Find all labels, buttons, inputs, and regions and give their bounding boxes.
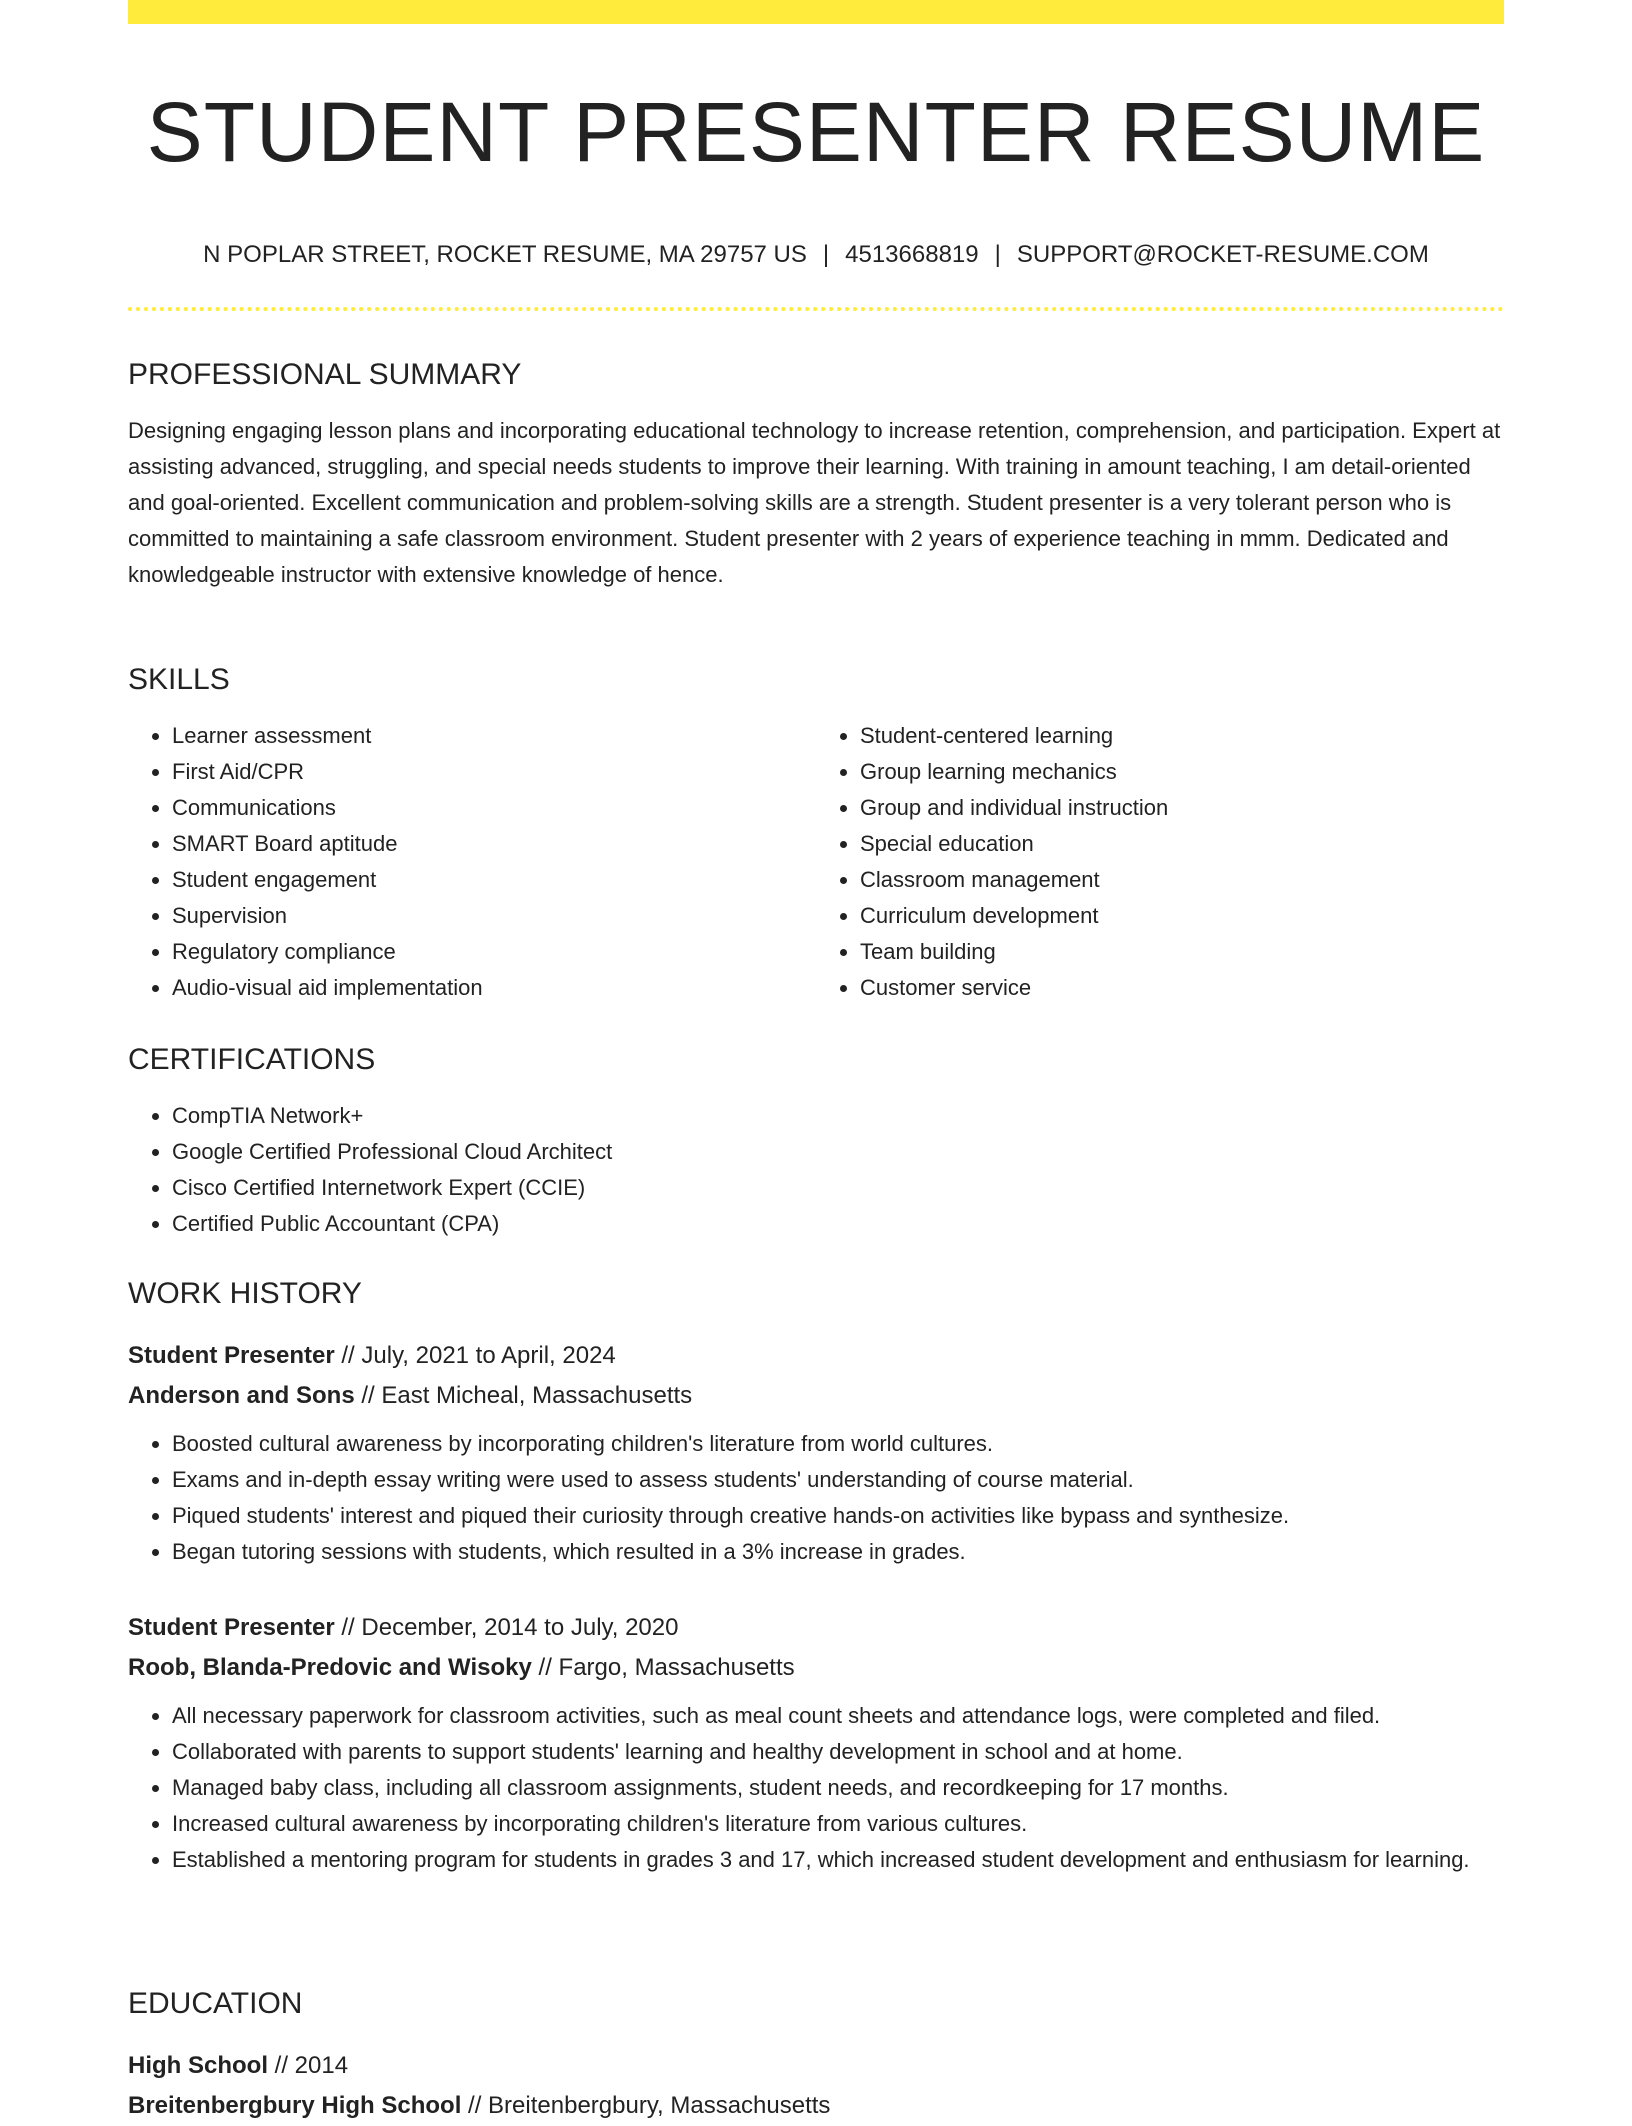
skills-list-left: [128, 718, 816, 1006]
education-degree: High School: [128, 2052, 268, 2079]
certification-item: • Cisco Certified Internetwork Expert (CCIE): [172, 1170, 1504, 1206]
job-dates: // December, 2014 to July, 2020: [334, 1614, 679, 1641]
job-bullets: [128, 1698, 1504, 1878]
summary-section: [128, 355, 1504, 593]
skill-item: • Customer service: [860, 970, 1504, 1006]
skill-item: • Communications: [172, 790, 816, 826]
education-school: Breitenbergbury High School: [128, 2092, 462, 2119]
certifications-section: [128, 1040, 1504, 1242]
summary-heading: PROFESSIONAL SUMMARY: [128, 358, 522, 391]
certifications-list: [128, 1098, 1504, 1242]
job-location: // East Micheal, Massachusetts: [354, 1382, 693, 1409]
job-bullet: • Boosted cultural awareness by incorporating children's literature from world cultures.: [172, 1426, 1504, 1462]
education-heading: EDUCATION: [128, 1987, 303, 2020]
job-company: Roob, Blanda-Predovic and Wisoky: [128, 1654, 532, 1681]
skills-section: [128, 660, 1504, 1006]
contact-separator: |: [994, 241, 1001, 268]
resume-title: STUDENT PRESENTER RESUME: [146, 85, 1486, 179]
skill-item: • Learner assessment: [172, 718, 816, 754]
job-entry: [128, 1608, 1504, 1878]
job-title-line: [128, 1608, 1504, 1648]
job-company-line: [128, 1648, 1504, 1688]
certification-item: • Certified Public Accountant (CPA): [172, 1206, 1504, 1242]
education-location: // Breitenbergbury, Massachusetts: [461, 2092, 831, 2119]
skill-item: • Group learning mechanics: [860, 754, 1504, 790]
skills-list-right: [816, 718, 1504, 1006]
job-title-line: [128, 1336, 1504, 1376]
skill-item: • First Aid/CPR: [172, 754, 816, 790]
skill-item: • Group and individual instruction: [860, 790, 1504, 826]
skill-item: • Student engagement: [172, 862, 816, 898]
job-entry: [128, 1336, 1504, 1570]
skill-item: • SMART Board aptitude: [172, 826, 816, 862]
job-bullet: • Collaborated with parents to support students' learning and healthy development in school and at home.: [172, 1734, 1504, 1770]
contact-phone: 4513668819: [845, 241, 979, 268]
summary-text: Designing engaging lesson plans and incorporating educational technology to increase retention, comprehension, and participation. Expert at assisting advanced, struggling, and special needs students to improve their learning. With training in amount teaching, I am detail-oriented and goal-oriented. Excellent communication and problem-solving skills are a strength. Student presenter is a very tolerant person who is committed to maintaining a safe classroom environment. Student presenter with 2 years of experience teaching in mmm. Dedicated and knowledgeable instructor with extensive knowledge of hence.: [128, 418, 1501, 587]
skills-heading: SKILLS: [128, 663, 230, 696]
job-bullet: • Established a mentoring program for students in grades 3 and 17, which increased student development and enthusiasm for learning.: [172, 1842, 1504, 1878]
contact-email: SUPPORT@ROCKET-RESUME.COM: [1016, 241, 1429, 268]
education-degree-line: [128, 2046, 1504, 2086]
job-title: Student Presenter: [128, 1342, 335, 1369]
skill-item: • Curriculum development: [860, 898, 1504, 934]
certification-item: • Google Certified Professional Cloud Architect: [172, 1134, 1504, 1170]
skill-item: • Team building: [860, 934, 1504, 970]
job-bullet: • All necessary paperwork for classroom activities, such as meal count sheets and attendance logs, were completed and filed.: [172, 1698, 1504, 1734]
skill-item: • Classroom management: [860, 862, 1504, 898]
education-school-line: [128, 2086, 1504, 2126]
skill-item: • Supervision: [172, 898, 816, 934]
job-bullets: [128, 1426, 1504, 1570]
skill-item: • Special education: [860, 826, 1504, 862]
job-company: Anderson and Sons: [128, 1382, 355, 1409]
job-company-line: [128, 1376, 1504, 1416]
work-history-heading: WORK HISTORY: [128, 1277, 362, 1310]
contact-line: [128, 238, 1504, 272]
skills-columns: [128, 718, 1504, 1006]
skill-item: • Regulatory compliance: [172, 934, 816, 970]
job-bullet: • Managed baby class, including all classroom assignments, student needs, and recordkeeping for 17 months.: [172, 1770, 1504, 1806]
dotted-divider: [128, 307, 1504, 311]
job-location: // Fargo, Massachusetts: [531, 1654, 795, 1681]
job-bullet: • Exams and in-depth essay writing were used to assess students' understanding of course material.: [172, 1462, 1504, 1498]
skill-item: • Student-centered learning: [860, 718, 1504, 754]
contact-address: N POPLAR STREET, ROCKET RESUME, MA 29757 US: [203, 241, 807, 268]
job-bullet: • Increased cultural awareness by incorporating children's literature from various cultures.: [172, 1806, 1504, 1842]
job-title: Student Presenter: [128, 1614, 335, 1641]
certifications-heading: CERTIFICATIONS: [128, 1043, 376, 1076]
contact-separator: |: [822, 241, 830, 268]
work-history-section: [128, 1274, 1504, 1314]
job-dates: // July, 2021 to April, 2024: [334, 1342, 616, 1369]
top-accent-bar: [128, 0, 1504, 24]
job-bullet: • Piqued students' interest and piqued their curiosity through creative hands-on activities like bypass and synthesize.: [172, 1498, 1504, 1534]
job-bullet: • Began tutoring sessions with students, which resulted in a 3% increase in grades.: [172, 1534, 1504, 1570]
education-year: // 2014: [268, 2052, 349, 2079]
skill-item: • Audio-visual aid implementation: [172, 970, 816, 1006]
certification-item: • CompTIA Network+: [172, 1098, 1504, 1134]
education-section: [128, 1984, 1504, 2126]
